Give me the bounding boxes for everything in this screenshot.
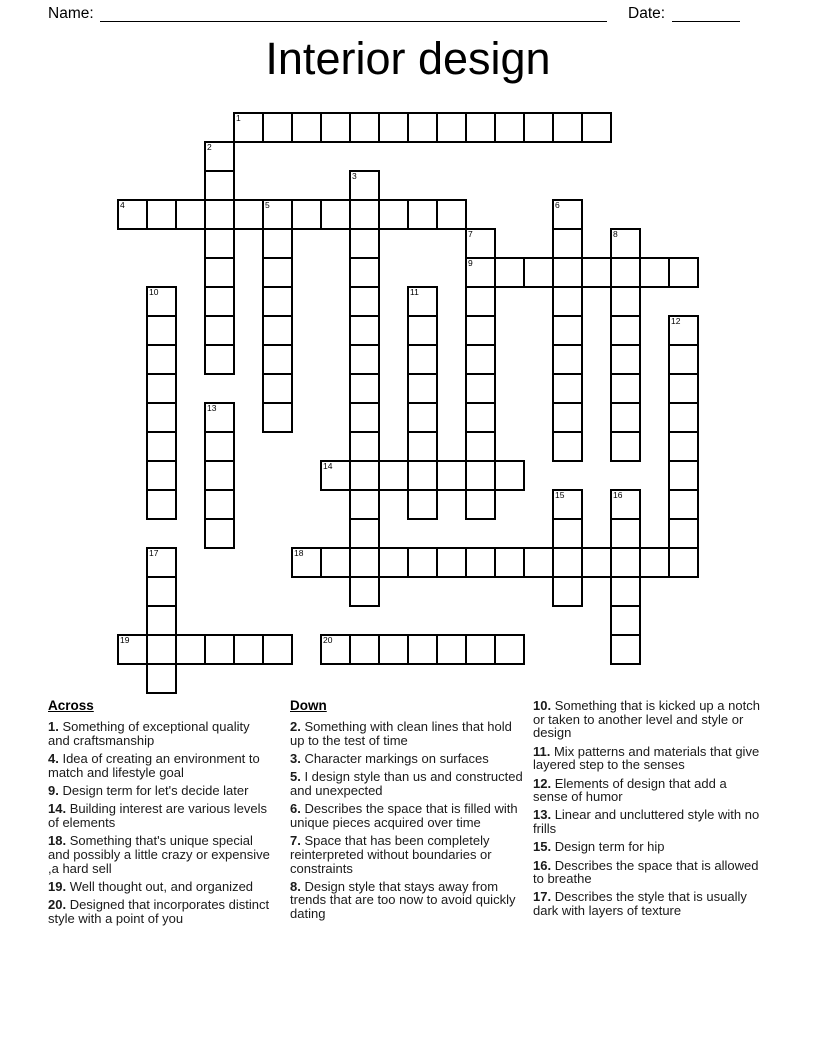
grid-cell: [349, 634, 380, 665]
grid-cell: [291, 547, 322, 578]
grid-cell: [378, 199, 409, 230]
grid-cell: [639, 257, 670, 288]
grid-cell: [668, 402, 699, 433]
clue-number: 20.: [48, 896, 67, 912]
grid-cell: [146, 634, 177, 665]
grid-cell: [146, 663, 177, 694]
grid-cell: [175, 199, 206, 230]
grid-cell: [523, 257, 554, 288]
grid-cell: [204, 315, 235, 346]
name-blank-line: [100, 0, 607, 22]
cell-number: 13: [207, 403, 217, 413]
grid-cell: [146, 460, 177, 491]
grid-cell: [146, 576, 177, 607]
across-heading: Across: [48, 698, 94, 713]
grid-cell: [668, 344, 699, 375]
grid-cell: [610, 547, 641, 578]
grid-cell: [552, 257, 583, 288]
clue-item: 15. Design term for hip: [533, 839, 665, 855]
clue-number: 19.: [48, 878, 67, 894]
cell-number: 4: [120, 200, 125, 210]
grid-cell: [349, 170, 380, 201]
grid-cell: [639, 547, 670, 578]
grid-cell: [465, 489, 496, 520]
grid-cell: [320, 112, 351, 143]
grid-cell: [291, 112, 322, 143]
down-clues-column-2: [533, 699, 761, 922]
grid-cell: [465, 228, 496, 259]
grid-cell: [204, 402, 235, 433]
down-heading: Down: [290, 698, 327, 713]
grid-cell: [436, 460, 467, 491]
clue-number: 2.: [290, 719, 301, 735]
grid-cell: [523, 547, 554, 578]
grid-cell: [465, 373, 496, 404]
grid-cell: [378, 547, 409, 578]
grid-cell: [204, 141, 235, 172]
grid-cell: [349, 344, 380, 375]
grid-cell: [349, 518, 380, 549]
grid-cell: [610, 489, 641, 520]
clue-item: 2. Something with clean lines that hold up to the test of time: [290, 719, 512, 748]
grid-cell: [204, 257, 235, 288]
grid-cell: [349, 315, 380, 346]
grid-cell: [320, 199, 351, 230]
grid-cell: [407, 199, 438, 230]
grid-cell: [204, 286, 235, 317]
grid-cell: [407, 344, 438, 375]
grid-cell: [233, 634, 264, 665]
clue-item: 1. Something of exceptional quality and craftsmanship: [48, 719, 250, 748]
clue-number: 17.: [533, 889, 552, 905]
clue-number: 11.: [533, 743, 551, 759]
grid-cell: [407, 315, 438, 346]
grid-cell: [262, 634, 293, 665]
grid-cell: [465, 315, 496, 346]
grid-cell: [552, 228, 583, 259]
grid-cell: [204, 518, 235, 549]
grid-cell: [465, 112, 496, 143]
grid-cell: [610, 634, 641, 665]
grid-cell: [204, 460, 235, 491]
grid-cell: [262, 257, 293, 288]
grid-cell: [349, 489, 380, 520]
clue-number: 5.: [290, 769, 301, 785]
grid-cell: [407, 489, 438, 520]
grid-cell: [407, 112, 438, 143]
grid-cell: [494, 547, 525, 578]
grid-cell: [320, 634, 351, 665]
grid-cell: [204, 199, 235, 230]
name-label: Name:: [48, 5, 94, 22]
grid-cell: [233, 112, 264, 143]
clue-number: 10.: [533, 698, 552, 713]
clue-number: 15.: [533, 839, 552, 855]
clue-item: 7. Space that has been completely reinterpreted without boundaries or constraints: [290, 833, 492, 876]
grid-cell: [581, 112, 612, 143]
grid-cell: [552, 199, 583, 230]
cell-number: 2: [207, 142, 212, 152]
grid-cell: [610, 431, 641, 462]
grid-cell: [523, 112, 554, 143]
grid-cell: [320, 547, 351, 578]
grid-cell: [204, 489, 235, 520]
cell-number: 6: [555, 200, 560, 210]
grid-cell: [262, 199, 293, 230]
grid-cell: [436, 199, 467, 230]
grid-cell: [581, 257, 612, 288]
grid-cell: [581, 547, 612, 578]
grid-cell: [407, 431, 438, 462]
cell-number: 8: [613, 229, 618, 239]
grid-cell: [349, 373, 380, 404]
clue-number: 18.: [48, 833, 67, 849]
grid-cell: [378, 460, 409, 491]
clue-item: 14. Building interest are various levels of elements: [48, 801, 267, 830]
grid-cell: [552, 547, 583, 578]
clue-number: 6.: [290, 801, 301, 817]
page-title: Interior design: [265, 33, 551, 84]
grid-cell: [552, 315, 583, 346]
cell-number: 9: [468, 258, 473, 268]
grid-cell: [610, 344, 641, 375]
grid-cell: [552, 373, 583, 404]
clue-item: 11. Mix patterns and materials that give layered step to the senses: [533, 743, 760, 773]
grid-cell: [552, 576, 583, 607]
cell-number: 5: [265, 200, 270, 210]
cell-number: 19: [120, 635, 130, 645]
clue-number: 12.: [533, 775, 552, 791]
cell-number: 14: [323, 461, 333, 471]
grid-cell: [552, 112, 583, 143]
grid-cell: [610, 576, 641, 607]
grid-cell: [320, 460, 351, 491]
cell-number: 7: [468, 229, 473, 239]
grid-cell: [465, 286, 496, 317]
clue-item: 3. Character markings on surfaces: [290, 751, 489, 767]
clue-number: 8.: [290, 878, 301, 894]
grid-cell: [552, 431, 583, 462]
grid-cell: [668, 518, 699, 549]
down-clue-list-2: [533, 699, 761, 918]
grid-cell: [291, 199, 322, 230]
cell-number: 17: [149, 548, 159, 558]
clue-number: 7.: [290, 833, 301, 849]
clue-item: 5. I design style than us and constructed and unexpected: [290, 769, 523, 799]
grid-cell: [668, 257, 699, 288]
crossword-grid: [117, 112, 699, 694]
cell-number: 18: [294, 548, 304, 558]
grid-cell: [146, 199, 177, 230]
grid-cell: [668, 489, 699, 520]
clue-number: 14.: [48, 801, 67, 817]
grid-cell: [436, 112, 467, 143]
grid-cell: [465, 344, 496, 375]
grid-cell: [349, 460, 380, 491]
clue-item: 9. Design term for let's decide later: [48, 783, 249, 799]
grid-cell: [349, 576, 380, 607]
grid-cell: [117, 199, 148, 230]
grid-cell: [407, 373, 438, 404]
grid-cell: [146, 605, 177, 636]
grid-cell: [407, 547, 438, 578]
grid-cell: [465, 460, 496, 491]
grid-cell: [349, 112, 380, 143]
grid-cell: [494, 460, 525, 491]
grid-cell: [262, 373, 293, 404]
grid-cell: [610, 402, 641, 433]
clue-number: 16.: [533, 857, 552, 873]
grid-cell: [262, 112, 293, 143]
grid-cell: [465, 634, 496, 665]
grid-cell: [668, 431, 699, 462]
grid-cell: [204, 431, 235, 462]
clue-number: 9.: [48, 783, 59, 799]
grid-cell: [552, 402, 583, 433]
grid-cell: [349, 257, 380, 288]
grid-cell: [610, 228, 641, 259]
clue-item: 12. Elements of design that add a sense of humor: [533, 775, 727, 805]
date-blank-line: [672, 0, 740, 22]
cell-number: 3: [352, 171, 357, 181]
grid-cell: [146, 344, 177, 375]
clue-item: 6. Describes the space that is filled with unique pieces acquired over time: [290, 801, 518, 830]
clue-item: 13. Linear and uncluttered style with no frills: [533, 807, 760, 837]
grid-cell: [146, 286, 177, 317]
grid-cell: [146, 489, 177, 520]
grid-cell: [117, 634, 148, 665]
grid-cell: [436, 634, 467, 665]
clue-number: 13.: [533, 807, 552, 823]
cell-number: 10: [149, 287, 159, 297]
grid-cell: [494, 257, 525, 288]
clue-item: 20. Designed that incorporates distinct style with a point of you: [48, 896, 270, 926]
grid-cell: [407, 460, 438, 491]
cell-number: 15: [555, 490, 565, 500]
grid-cell: [204, 228, 235, 259]
grid-cell: [610, 605, 641, 636]
grid-cell: [610, 518, 641, 549]
grid-cell: [262, 402, 293, 433]
grid-cell: [552, 344, 583, 375]
clue-item: 18. Something that's unique special and possibly a little crazy or expensive ,a hard sell: [48, 833, 270, 876]
date-label: Date:: [628, 5, 666, 22]
grid-cell: [465, 402, 496, 433]
grid-cell: [465, 431, 496, 462]
cell-number: 12: [671, 316, 681, 326]
grid-cell: [204, 344, 235, 375]
clue-item: 10. Something that is kicked up a notch or taken to another level and style or design: [533, 698, 760, 741]
grid-cell: [349, 431, 380, 462]
grid-cell: [668, 373, 699, 404]
down-clues-column-1: [290, 699, 528, 925]
cell-number: 1: [236, 113, 241, 123]
grid-cell: [465, 547, 496, 578]
grid-cell: [349, 402, 380, 433]
grid-cell: [610, 373, 641, 404]
grid-cell: [465, 257, 496, 288]
grid-cell: [668, 547, 699, 578]
grid-cell: [349, 199, 380, 230]
grid-cell: [378, 634, 409, 665]
grid-cell: [146, 431, 177, 462]
grid-cell: [146, 402, 177, 433]
grid-cell: [233, 199, 264, 230]
grid-cell: [407, 402, 438, 433]
down-clue-list-1: [290, 720, 528, 921]
grid-cell: [668, 315, 699, 346]
clue-number: 1.: [48, 719, 59, 735]
grid-cell: [436, 547, 467, 578]
clue-item: 17. Describes the style that is usually dark with layers of texture: [533, 889, 747, 919]
grid-cell: [262, 315, 293, 346]
grid-cell: [610, 315, 641, 346]
grid-cell: [552, 489, 583, 520]
grid-cell: [378, 112, 409, 143]
grid-cell: [349, 286, 380, 317]
cell-number: 11: [410, 287, 419, 297]
grid-cell: [407, 634, 438, 665]
grid-cell: [552, 286, 583, 317]
grid-cell: [262, 344, 293, 375]
grid-cell: [146, 547, 177, 578]
clue-number: 4.: [48, 751, 59, 767]
across-clues-column: [48, 699, 270, 930]
grid-cell: [494, 112, 525, 143]
clue-number: 3.: [290, 751, 301, 767]
grid-cell: [610, 257, 641, 288]
grid-cell: [204, 170, 235, 201]
grid-cell: [407, 286, 438, 317]
grid-cell: [146, 373, 177, 404]
grid-cell: [204, 634, 235, 665]
grid-cell: [552, 518, 583, 549]
clue-item: 16. Describes the space that is allowed to breathe: [533, 857, 759, 887]
cell-number: 16: [613, 490, 623, 500]
clue-item: 19. Well thought out, and organized: [48, 878, 254, 894]
grid-cell: [262, 228, 293, 259]
grid-cell: [668, 460, 699, 491]
grid-cell: [349, 228, 380, 259]
clue-item: 8. Design style that stays away from trends that are too now to avoid quickly dating: [290, 878, 516, 922]
grid-cell: [175, 634, 206, 665]
grid-cell: [146, 315, 177, 346]
grid-cell: [262, 286, 293, 317]
grid-cell: [610, 286, 641, 317]
cell-number: 20: [323, 635, 333, 645]
clue-item: 4. Idea of creating an environment to match and lifestyle goal: [48, 751, 260, 780]
grid-cell: [349, 547, 380, 578]
across-clue-list: [48, 720, 270, 925]
grid-cell: [494, 634, 525, 665]
